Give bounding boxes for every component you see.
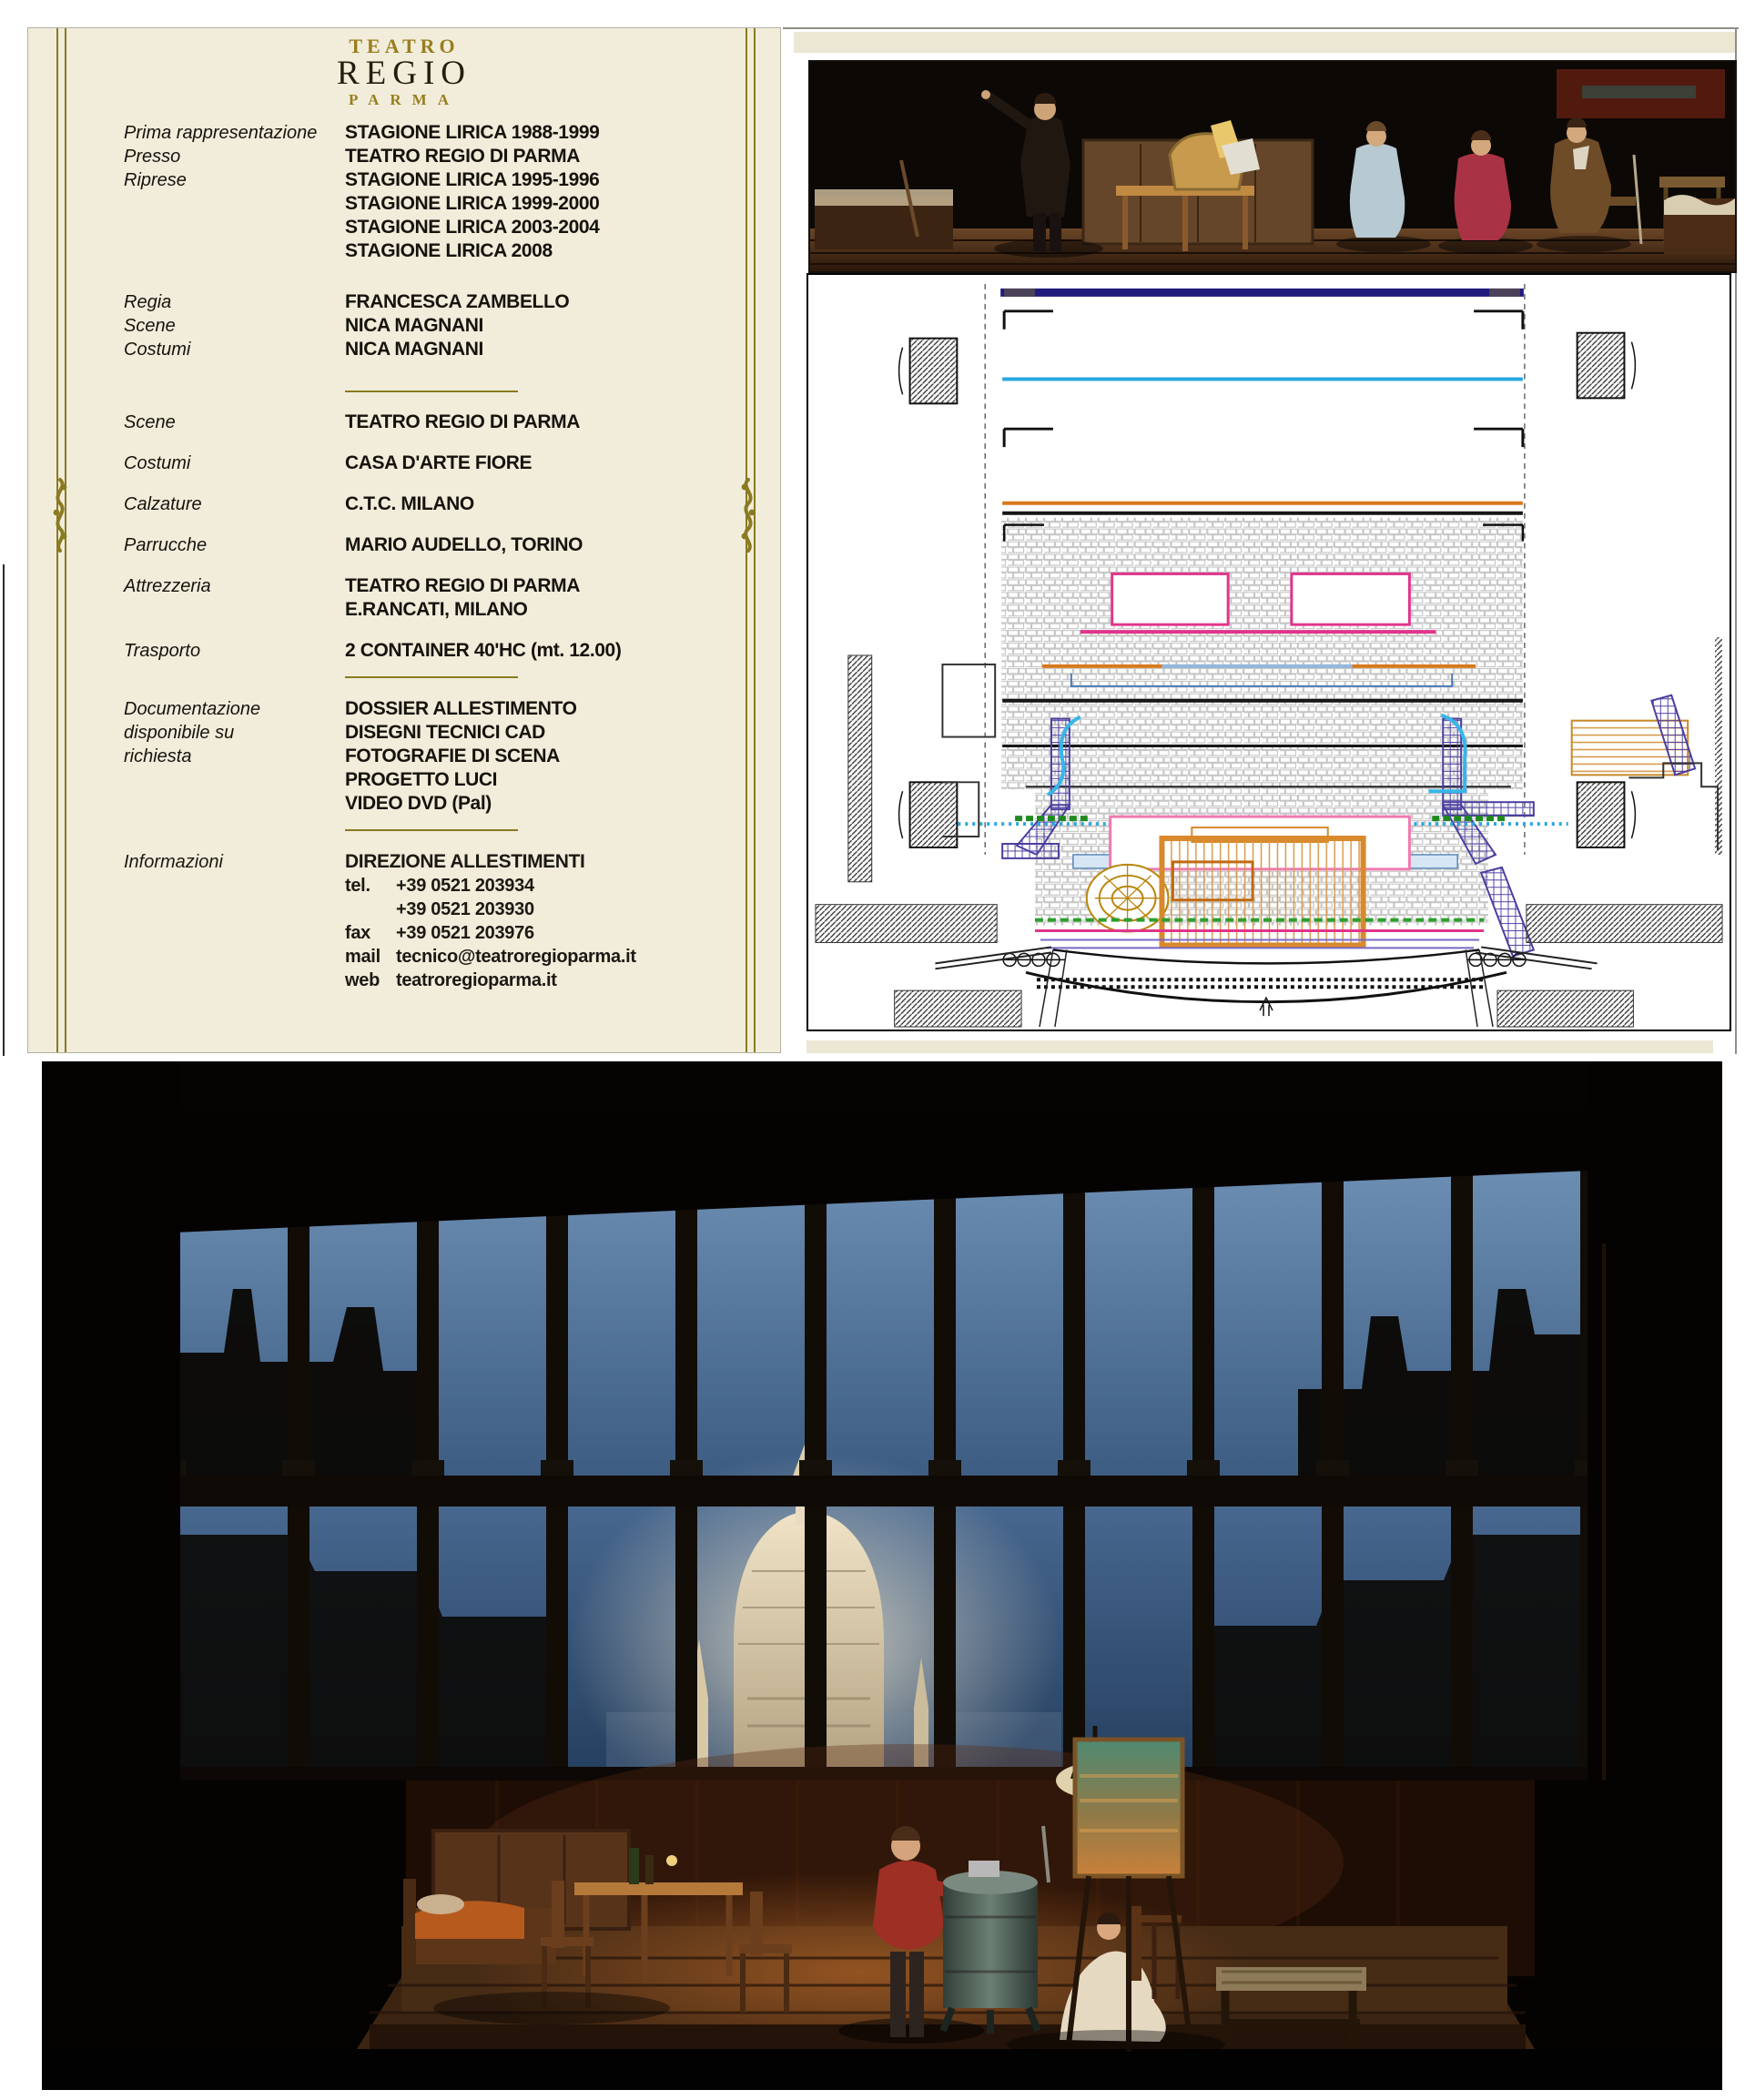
contact-block (124, 850, 755, 992)
credit-label: Prima rappresentazione (124, 123, 318, 143)
beige-band-top (794, 32, 1735, 53)
credit-row (124, 574, 755, 622)
contact-phone: +39 0521 203930 (396, 899, 534, 919)
credit-value: 2 CONTAINER 40'HC (mt. 12.00) (345, 640, 622, 661)
credit-value: STAGIONE LIRICA 1988-1999 (345, 122, 600, 143)
credit-row (124, 338, 755, 361)
contact-department: DIREZIONE ALLESTIMENTI (345, 851, 585, 872)
credit-row (124, 533, 755, 557)
credit-value: TEATRO REGIO DI PARMA (345, 146, 580, 167)
credit-label: Trasporto (124, 641, 201, 661)
credit-value: NICA MAGNANI (345, 315, 483, 336)
contact-label: Informazioni (124, 852, 223, 872)
scan-edge-line (3, 564, 5, 1056)
credit-label: Parrucche (124, 535, 208, 555)
credit-row (124, 492, 755, 516)
credits-group-workshops (124, 411, 755, 680)
contact-line (345, 898, 636, 921)
credit-row (124, 451, 755, 475)
contact-line (345, 874, 636, 898)
credit-label: Costumi (124, 340, 191, 360)
stage-photo-garret-window (42, 1061, 1722, 2090)
set-technical-drawing (806, 273, 1731, 1031)
credit-row (124, 314, 755, 338)
contact-key: mail (345, 947, 380, 967)
contact-key: tel. (345, 876, 370, 896)
credit-label: Documentazione disponibile su richiesta (124, 699, 261, 766)
credit-row (124, 145, 755, 168)
contact-key: fax (345, 923, 371, 943)
beige-band-bottom (806, 1040, 1713, 1053)
contact-website: teatroregioparma.it (396, 970, 557, 990)
credit-value: C.T.C. MILANO (345, 493, 474, 514)
contact-phone: +39 0521 203934 (396, 876, 534, 896)
contact-email: tecnico@teatroregioparma.it (396, 947, 636, 967)
logo-line-regio: REGIO (336, 55, 472, 93)
credits-group-premiere (124, 121, 755, 263)
contact-key: web (345, 970, 380, 990)
credit-row (124, 290, 755, 314)
logo-line-teatro: TEATRO (349, 35, 460, 57)
contact-line (345, 969, 636, 992)
credit-label: Calzature (124, 494, 202, 514)
credit-value: STAGIONE LIRICA 1995-1996 STAGIONE LIRICA 1999-2000 STAGIONE LIRICA 2003-2004 STAGIONE LIRICA 2008 (345, 169, 600, 261)
credit-value: TEATRO REGIO DI PARMA (345, 411, 580, 432)
teatro-regio-parma-logo (28, 36, 780, 108)
credit-value: MARIO AUDELLO, TORINO (345, 534, 583, 555)
credit-label: Presso (124, 147, 181, 167)
stage-photo-performers (808, 60, 1737, 273)
contact-key (345, 898, 396, 921)
credit-label: Regia (124, 292, 172, 312)
gold-divider (345, 391, 518, 392)
credit-row (124, 697, 755, 816)
gold-divider (345, 829, 518, 831)
credit-value: TEATRO REGIO DI PARMA E.RANCATI, MILANO (345, 575, 580, 620)
credit-value: FRANCESCA ZAMBELLO (345, 291, 570, 312)
credit-row (124, 121, 755, 145)
credit-label: Attrezzeria (124, 576, 211, 596)
scroll-ornament-icon (46, 476, 74, 554)
credits-group-documentation (124, 697, 755, 816)
credits-group-creative (124, 290, 755, 361)
credit-row (124, 639, 755, 663)
contact-line (345, 921, 636, 945)
credit-label: Scene (124, 412, 176, 432)
credit-row (124, 168, 755, 263)
logo-line-parma: PARMA (349, 90, 460, 108)
credit-value: NICA MAGNANI (345, 339, 483, 360)
credit-value: DOSSIER ALLESTIMENTO DISEGNI TECNICI CAD FOTOGRAFIE DI SCENA PROGETTO LUCI VIDEO DVD (Pal) (345, 698, 577, 814)
frame-hairline-top (783, 27, 1739, 29)
contact-line (345, 945, 636, 969)
credit-label: Costumi (124, 453, 191, 473)
credit-value: CASA D'ARTE FIORE (345, 452, 533, 473)
credit-label: Riprese (124, 170, 187, 190)
credit-row (124, 411, 755, 434)
production-info-panel (27, 27, 781, 1053)
credit-label: Scene (124, 316, 176, 336)
contact-fax: +39 0521 203976 (396, 923, 534, 943)
gold-divider (345, 676, 518, 678)
